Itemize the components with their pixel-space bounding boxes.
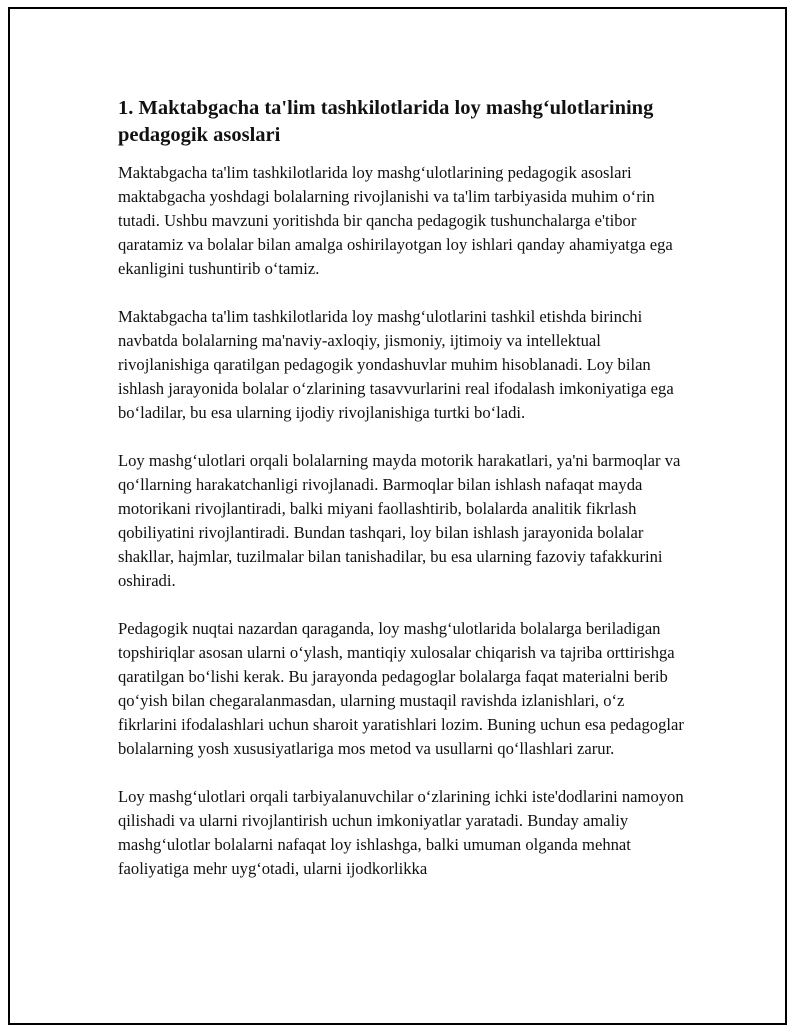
paragraph-1: Maktabgacha ta'lim tashkilotlarida loy mashg‘ulotlarining pedagogik asoslari maktabgacha yoshdagi bolalarning rivojlanishi va ta'lim tarbiyasida muhim o‘rin tutadi. Ushbu mavzuni yoritishda bir qancha pedagogik tushunchalarga e'tibor qaratamiz va bolalar bilan amalga oshirilayotgan loy ishlari qanday ahamiyatga ega ekanligini tushuntirib o‘tamiz. [118,163,673,278]
paragraph-4: Pedagogik nuqtai nazardan qaraganda, loy mashg‘ulotlarida bolalarga beriladigan topshiriqlar asosan ularni o‘ylash, mantiqiy xulosalar chiqarish va tajriba orttirishga qaratilgan bo‘lishi kerak. Bu jarayonda pedagoglar bolalarga faqat materialni berib qo‘yish bilan chegaralanmasdan, ularning mustaqil ravishda izlanishlari, o‘z fikrlarini ifodalashlari uchun sharoit yaratishlari lozim. Buning uchun esa pedagoglar bolalarning yosh xususiyatlariga mos metod va usullarni qo‘llashlari zarur. [118,619,684,758]
paragraph-2: Maktabgacha ta'lim tashkilotlarida loy mashg‘ulotlarini tashkil etishda birinchi navbatda bolalarning ma'naviy-axloqiy, jismoniy, ijtimoiy va intellektual rivojlanishiga qaratilgan pedagogik yondashuvlar muhim hisoblanadi. Loy bilan ishlash jarayonida bolalar o‘zlarining tasavvurlarini real ifodalash imkoniyatiga ega bo‘ladilar, bu esa ularning ijodiy rivojlanishiga turtki bo‘ladi. [118,307,674,422]
paragraph-5: Loy mashg‘ulotlari orqali tarbiyalanuvchilar o‘zlarining ichki iste'dodlarini namoyon qilishadi va ularni rivojlantirish uchun imkoniyatlar yaratadi. Bunday amaliy mashg‘ulotlar bolalarni nafaqat loy ishlashga, balki umuman olganda mehnat faoliyatiga mehr uyg‘otadi, ularni ijodkorlikka [118,787,684,878]
section-title: 1. Maktabgacha ta'lim tashkilotlarida loy mashg‘ulotlarining pedagogik asoslari [118,97,654,146]
document-body [118,95,684,905]
paragraph-3: Loy mashg‘ulotlari orqali bolalarning mayda motorik harakatlari, ya'ni barmoqlar va qo‘llarning harakatchanligi rivojlanadi. Barmoqlar bilan ishlash nafaqat mayda motorikani rivojlantiradi, balki miyani faollashtirib, bolalarda analitik fikrlash qobiliyatini rivojlantiradi. Bundan tashqari, loy bilan ishlash jarayonida bolalar shakllar, hajmlar, tuzilmalar bilan tanishadilar, bu esa ularning fazoviy tafakkurini oshiradi. [118,451,681,590]
